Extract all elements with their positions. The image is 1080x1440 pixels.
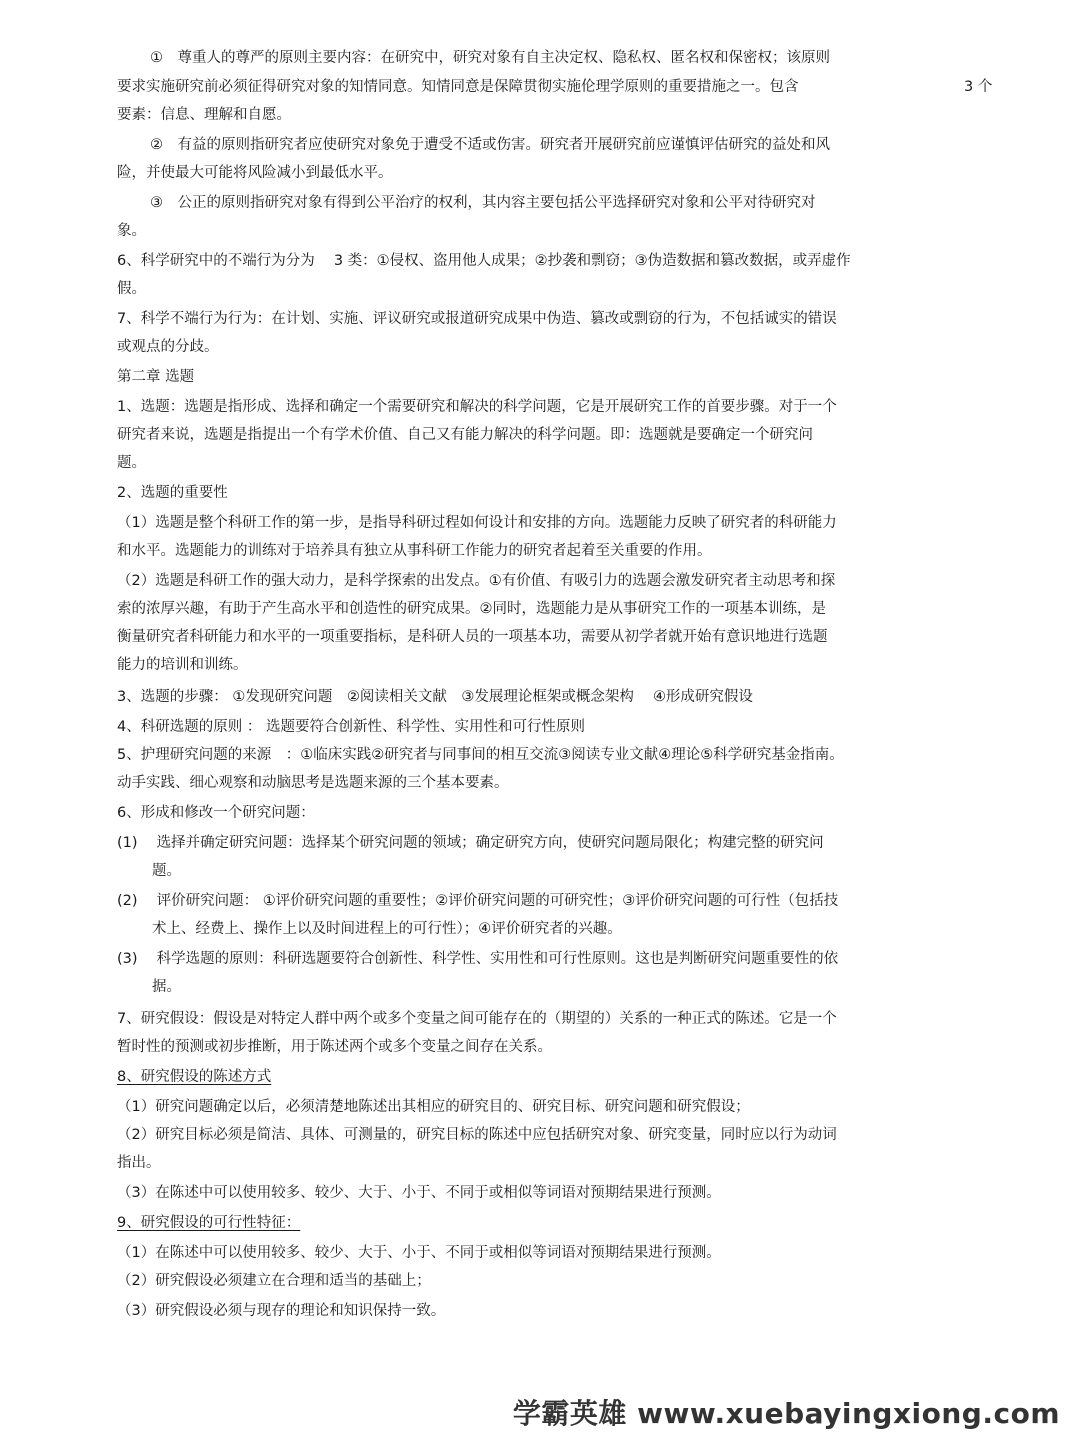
- text-line: 术上、经费上、操作上以及时间进程上的可行性）；④评价研究者的兴趣。: [152, 921, 622, 937]
- text-line: 题。: [152, 863, 181, 879]
- text-line: 2、选题的重要性: [117, 485, 228, 501]
- text-line: 7、研究假设：假设是对特定人群中两个或多个变量之间可能存在的（期望的）关系的一种正式的陈述。它是一个: [117, 1011, 837, 1027]
- section-heading: 8、研究假设的陈述方式: [117, 1069, 272, 1085]
- text-line: 研究者来说，选题是指提出一个有学术价值、自己又有能力解决的科学问题。即：选题就是要确定一个研究问: [117, 427, 813, 443]
- text-line: （2）选题是科研工作的强大动力，是科学探索的出发点。①有价值、有吸引力的选题会激发研究者主动思考和探: [117, 573, 836, 589]
- text-line: 6、科学研究中的不端行为分为 3 类：①侵权、盗用他人成果；②抄袭和剽窃；③伪造数据和篡改数据，或弄虚作: [117, 253, 851, 269]
- text-line: 要求实施研究前必须征得研究对象的知情同意。知情同意是保障贯彻实施伦理学原则的重要措施之一。包含: [117, 79, 799, 95]
- text-line: 能力的培训和训练。: [117, 657, 248, 673]
- text-line: （2）研究目标必须是简洁、具体、可测量的，研究目标的陈述中应包括研究对象、研究变量，同时应以行为动词: [117, 1127, 837, 1143]
- text-line: 据。: [152, 979, 181, 995]
- text-line: (1) 选择并确定研究问题：选择某个研究问题的领域；确定研究方向，使研究问题局限化；构建完整的研究问: [117, 835, 824, 851]
- text-line: ② 有益的原则指研究者应使研究对象免于遭受不适或伤害。研究者开展研究前应谨慎评估研究的益处和风: [150, 137, 830, 153]
- text-line: （3）在陈述中可以使用较多、较少、大于、小于、不同于或相似等词语对预期结果进行预测。: [117, 1185, 721, 1201]
- section-heading: 9、研究假设的可行性特征：: [117, 1215, 301, 1231]
- text-line: 4、科研选题的原则 ： 选题要符合创新性、科学性、实用性和可行性原则: [117, 719, 585, 735]
- text-line: 和水平。选题能力的训练对于培养具有独立从事科研工作能力的研究者起着至关重要的作用。: [117, 543, 712, 559]
- text-line: 索的浓厚兴趣，有助于产生高水平和创造性的研究成果。②同时，选题能力是从事研究工作的一项基本训练，是: [117, 601, 826, 617]
- text-line: 5、护理研究问题的来源 ：①临床实践②研究者与同事间的相互交流③阅读专业文献④理论⑤科学研究基金指南。: [117, 747, 844, 763]
- text-line: （1）研究问题确定以后，必须清楚地陈述出其相应的研究目的、研究目标、研究问题和研究假设；: [117, 1099, 750, 1115]
- text-line: 险，并使最大可能将风险减小到最低水平。: [117, 165, 393, 181]
- text-line: （1）在陈述中可以使用较多、较少、大于、小于、不同于或相似等词语对预期结果进行预测。: [117, 1245, 721, 1261]
- text-line: 动手实践、细心观察和动脑思考是选题来源的三个基本要素。: [117, 775, 509, 791]
- text-line: 象。: [117, 223, 146, 239]
- text-line: 1、选题：选题是指形成、选择和确定一个需要研究和解决的科学问题，它是开展研究工作的首要步骤。对于一个: [117, 399, 837, 415]
- text-line: (3) 科学选题的原则：科研选题要符合创新性、科学性、实用性和可行性原则。这也是判断研究问题重要性的依: [117, 951, 839, 967]
- text-line: 暂时性的预测或初步推断，用于陈述两个或多个变量之间存在关系。: [117, 1039, 552, 1055]
- text-line: 衡量研究者科研能力和水平的一项重要指标，是科研人员的一项基本功，需要从初学者就开始有意识地进行选题: [117, 629, 828, 645]
- text-line: 3、选题的步骤： ①发现研究问题 ②阅读相关文献 ③发展理论框架或概念架构 ④形成研究假设: [117, 689, 753, 705]
- text-line: （2）研究假设必须建立在合理和适当的基础上；: [117, 1273, 431, 1289]
- chapter-heading: 第二章 选题: [117, 369, 195, 385]
- text-line: 题。: [117, 455, 146, 471]
- text-line: 指出。: [117, 1155, 161, 1171]
- text-line: （1）选题是整个科研工作的第一步，是指导科研过程如何设计和安排的方向。选题能力反映了研究者的科研能力: [117, 515, 837, 531]
- text-line: 7、科学不端行为行为：在计划、实施、评议研究或报道研究成果中伪造、篡改或剽窃的行为，不包括诚实的错误: [117, 311, 837, 327]
- text-line: 6、形成和修改一个研究问题：: [117, 805, 315, 821]
- text-line: ① 尊重人的尊严的原则主要内容：在研究中，研究对象有自主决定权、隐私权、匿名权和保密权；该原则: [150, 50, 830, 66]
- text-line: 3 个: [964, 79, 993, 95]
- text-line: 要素：信息、理解和自愿。: [117, 107, 291, 123]
- watermark-footer: 学霸英雄 www.xuebayingxiong.com: [512, 1397, 1060, 1430]
- text-line: （3）研究假设必须与现存的理论和知识保持一致。: [117, 1303, 446, 1319]
- text-line: 或观点的分歧。: [117, 339, 219, 355]
- text-line: ③ 公正的原则指研究对象有得到公平治疗的权利，其内容主要包括公平选择研究对象和公平对待研究对: [150, 195, 816, 211]
- text-line: 假。: [117, 281, 146, 297]
- text-line: (2) 评价研究问题： ①评价研究问题的重要性；②评价研究问题的可研究性；③评价研究问题的可行性（包括技: [117, 893, 839, 909]
